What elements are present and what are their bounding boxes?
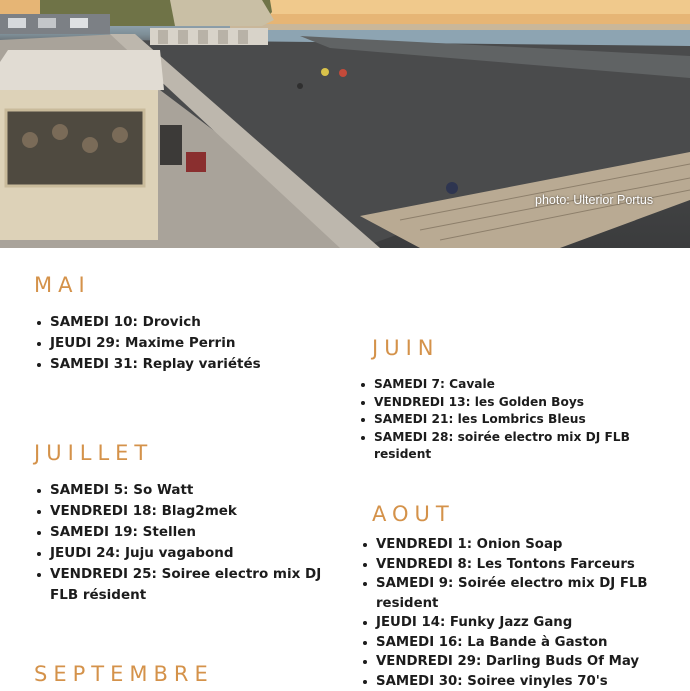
event-list-mai [34,312,261,375]
list-item: SAMEDI 16: La Bande à Gaston [360,633,678,653]
list-item: VENDREDI 1: Onion Soap [360,535,678,555]
list-item: SAMEDI 31: Replay variétés [34,354,261,375]
beach-promenade-illustration [0,0,690,248]
event-list-juin [358,376,678,464]
event-list-juillet [34,480,324,606]
month-heading-juillet: JUILLET [34,441,153,465]
list-item: SAMEDI 19: Stellen [34,522,324,543]
month-heading-septembre: SEPTEMBRE [34,662,214,686]
header-photo [0,0,690,248]
list-item: SAMEDI 30: Soiree vinyles 70's [360,672,678,691]
month-heading-mai: MAI [34,273,91,297]
list-item: SAMEDI 5: So Watt [34,480,324,501]
month-heading-juin: JUIN [372,336,439,360]
list-item: SAMEDI 21: les Lombrics Bleus [358,411,678,429]
list-item: JEUDI 29: Maxime Perrin [34,333,261,354]
list-item: SAMEDI 10: Drovich [34,312,261,333]
list-item: VENDREDI 25: Soiree electro mix DJ FLB résident [34,564,324,606]
photo-credit: photo: Ulterior Portus [535,193,653,207]
event-list-aout [360,535,678,691]
list-item: SAMEDI 9: Soirée electro mix DJ FLB resident [360,574,678,613]
list-item: JEUDI 14: Funky Jazz Gang [360,613,678,633]
list-item: VENDREDI 13: les Golden Boys [358,394,678,412]
list-item: VENDREDI 18: Blag2mek [34,501,324,522]
list-item: JEUDI 24: Juju vagabond [34,543,324,564]
month-heading-aout: AOUT [372,502,455,526]
list-item: VENDREDI 8: Les Tontons Farceurs [360,555,678,575]
list-item: SAMEDI 7: Cavale [358,376,678,394]
list-item: VENDREDI 29: Darling Buds Of May [360,652,678,672]
list-item: SAMEDI 28: soirée electro mix DJ FLB resident [358,429,678,464]
